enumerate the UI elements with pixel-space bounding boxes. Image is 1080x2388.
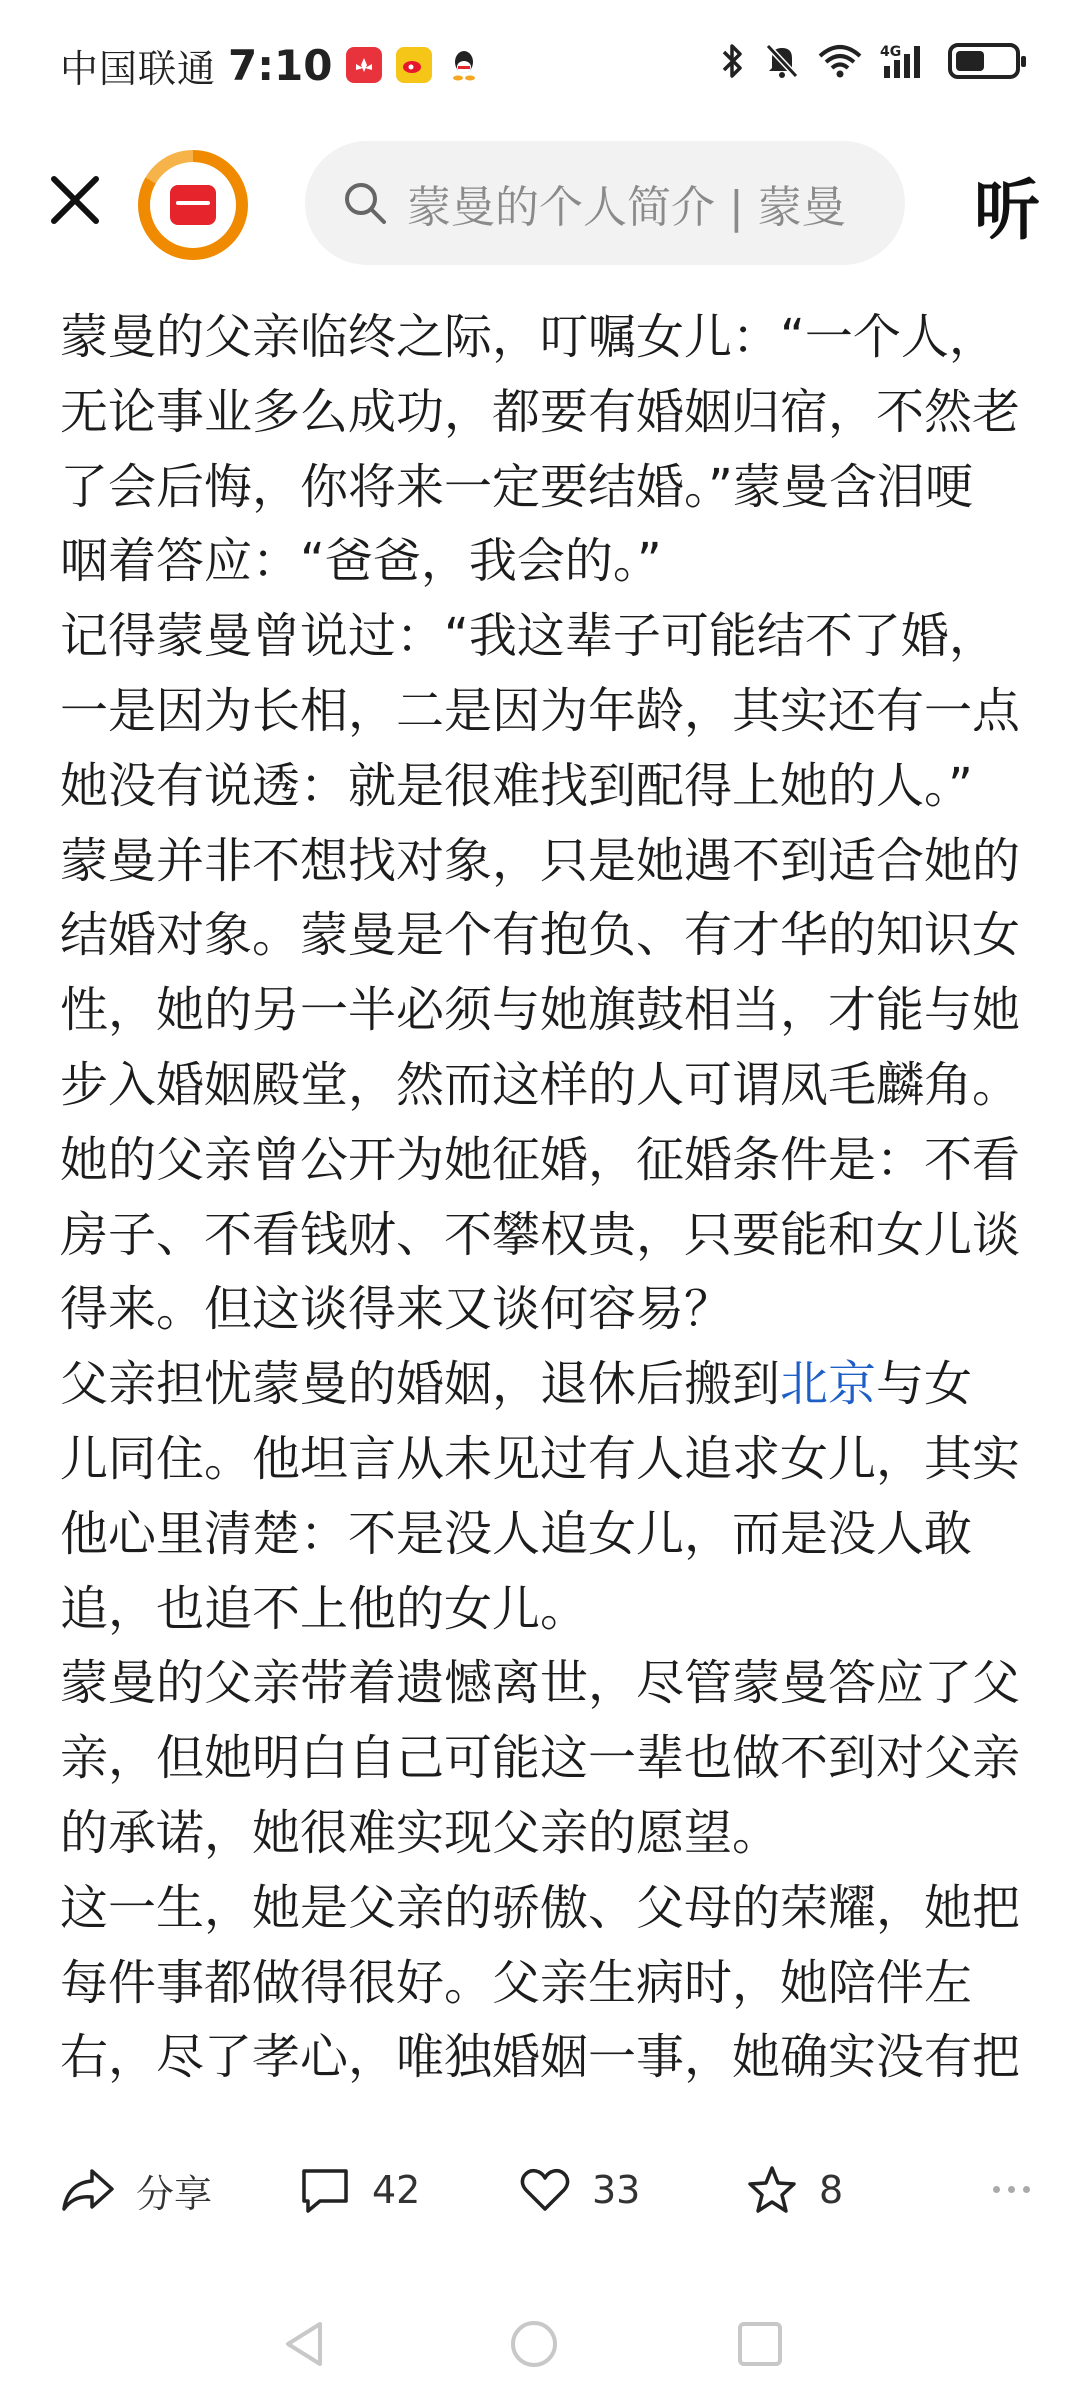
article-paragraph: 蒙曼并非不想找对象，只是她遇不到适合她的结婚对象。蒙曼是个有抱负、有才华的知识女性，她的另一半必须与她旗鼓相当，才能与她步入婚姻殿堂，然而这样的人可谓凤毛麟角。 [60,832,1021,1113]
listen-button[interactable]: 听 [974,172,1040,249]
close-icon [40,165,110,235]
back-triangle-icon [280,2318,328,2370]
paragraph-text: 与女儿同住。他坦言从未见过有人追求女儿，其实他心里清楚：不是没人追女儿，而是没人敢追，也追不上他的女儿。 [60,1356,1021,1637]
nav-back-button[interactable] [280,2318,328,2374]
more-dot-icon [993,2186,1000,2193]
more-dot-icon [1008,2186,1015,2193]
carrier-name: 中国联通 [60,46,217,91]
qq-icon [446,47,482,83]
action-bar [0,2140,1080,2240]
comment-count: 42 [372,2168,421,2212]
heart-icon [518,2165,572,2215]
search-icon [341,179,389,227]
search-bar[interactable] [305,141,905,265]
app-logo-button[interactable] [138,150,248,260]
article-paragraph [60,1347,1020,1646]
nav-recents-button[interactable] [735,2318,785,2374]
svg-text:4G: 4G [880,44,902,60]
battery-level [956,51,984,71]
like-count: 33 [592,2168,641,2212]
status-bar [0,0,1080,130]
favorite-count: 8 [819,2168,844,2212]
close-button[interactable] [40,165,110,235]
star-icon [745,2164,799,2216]
battery-icon [948,43,1020,79]
article-paragraph: 蒙曼的父亲带着遗憾离世，尽管蒙曼答应了父亲，但她明白自己可能这一辈也做不到对父亲的承诺，她很难实现父亲的愿望。 [60,1655,1021,1861]
nav-home-button[interactable] [508,2318,560,2374]
home-circle-icon [508,2318,560,2370]
article-body [60,300,1020,2095]
article-paragraph: 这一生，她是父亲的骄傲、父母的荣耀，她把每件事都做得很好。父亲生病时，她陪伴左右，尽了孝心，唯独婚姻一事，她确实没有把 [60,1879,1021,2086]
article-paragraph: 她的父亲曾公开为她征婚，征婚条件是：不看房子、不看钱财、不攀权贵，只要能和女儿谈得来。但这谈得来又谈何容易？ [60,1131,1021,1338]
comment-button[interactable] [298,2140,420,2240]
weibo-icon [396,47,432,83]
search-placeholder: 蒙曼的个人简介 | 蒙曼 [407,182,846,233]
bluetooth-icon [720,42,746,80]
app-logo-icon [170,185,216,225]
more-dot-icon [1023,2186,1030,2193]
beijing-link[interactable]: 北京 [780,1356,877,1413]
article-paragraph: 记得蒙曼曾说过：“我这辈子可能结不了婚，一是因为长相，二是因为年龄，其实还有一点她没有说透：就是很难找到配得上她的人。” [60,608,1021,814]
share-label: 分享 [136,2171,213,2216]
article-top-bar [0,135,1080,265]
paragraph-text: 父亲担忧蒙曼的婚姻，退休后搬到 [60,1356,781,1413]
recents-square-icon [735,2318,785,2370]
share-button[interactable] [60,2140,212,2240]
share-icon [60,2165,116,2215]
wifi-icon [818,44,862,78]
system-nav-bar [0,2300,1080,2388]
clock: 7:10 [228,40,333,90]
like-button[interactable] [518,2140,640,2240]
cellular-4g-icon [880,42,930,80]
more-options-button[interactable] [993,2186,1030,2193]
mute-icon [764,42,800,80]
comment-icon [298,2165,352,2215]
article-paragraph: 蒙曼的父亲临终之际，叮嘱女儿：“一个人，无论事业多么成功，都要有婚姻归宿，不然老了会后悔，你将来一定要结婚。”蒙曼含泪哽咽着答应：“爸爸，我会的。” [60,309,1021,590]
huawei-app-icon [346,47,382,83]
favorite-button[interactable] [745,2140,843,2240]
